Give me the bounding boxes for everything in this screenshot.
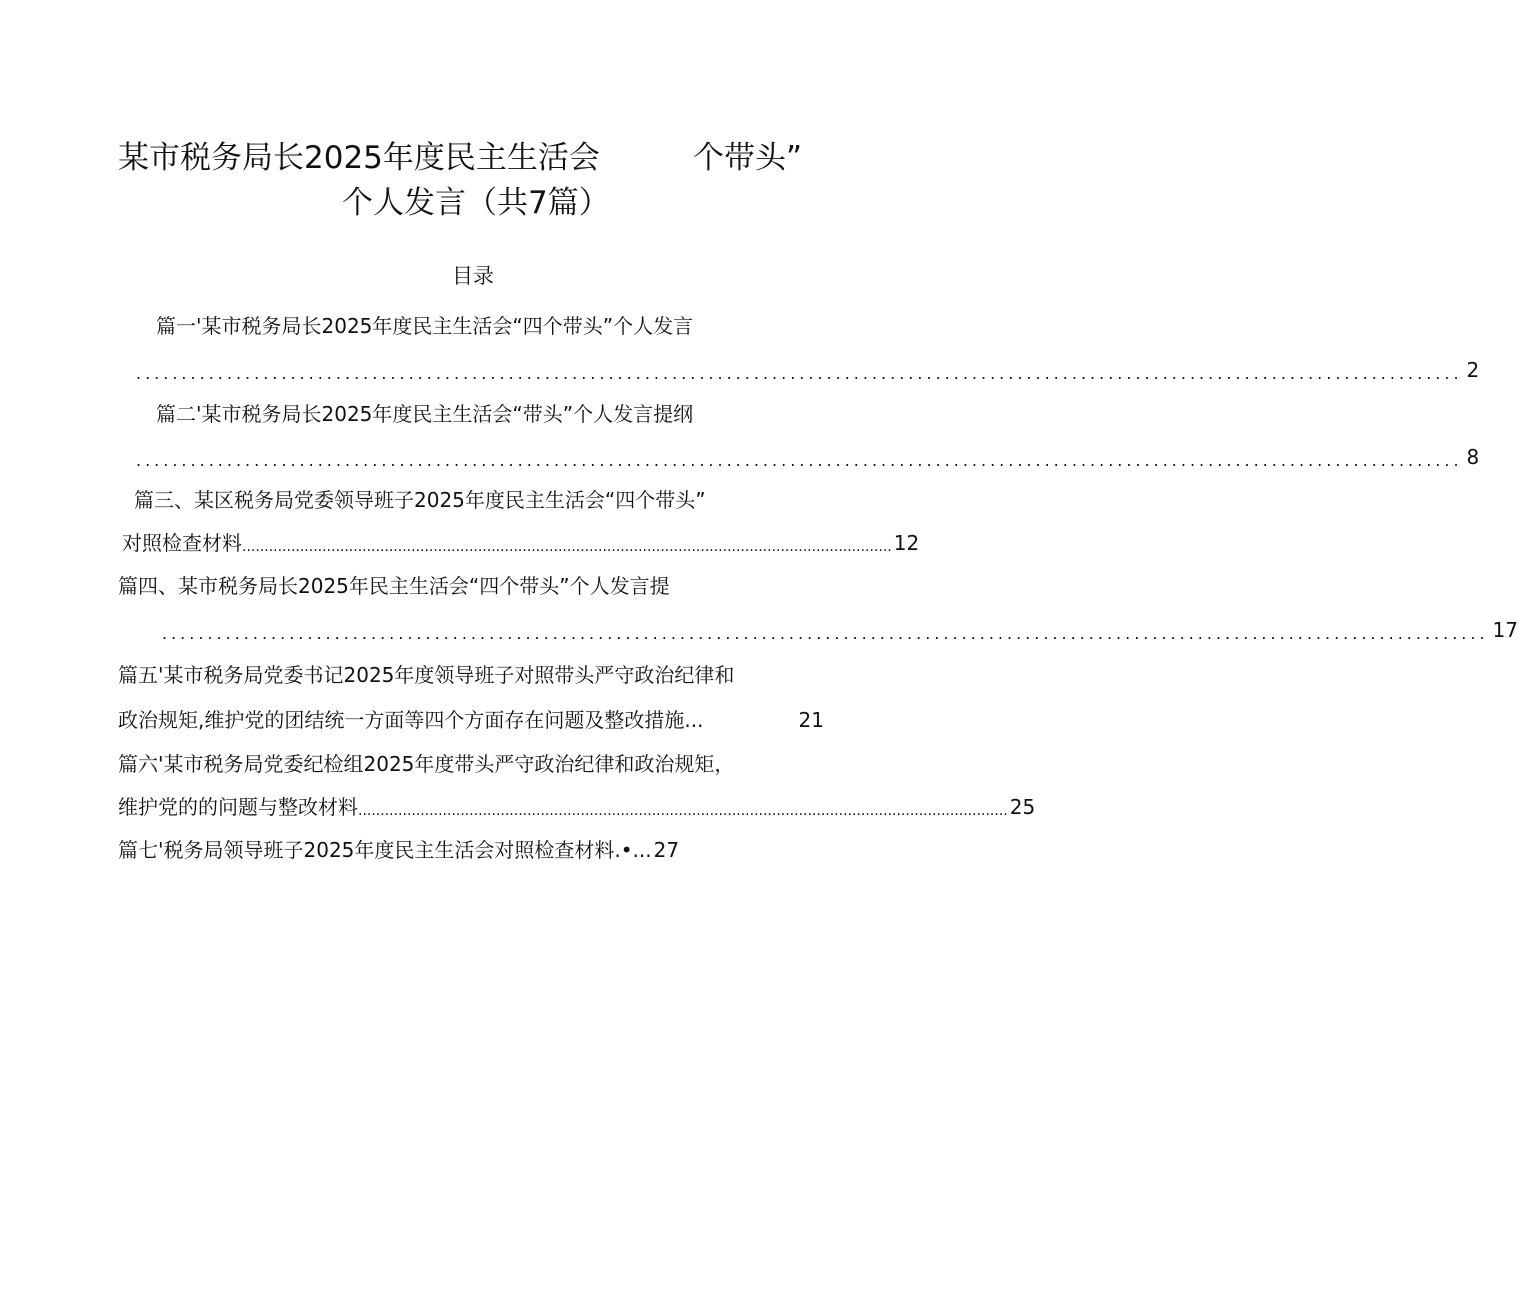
toc-item-3-title-line2: 对照检查材料 <box>122 531 242 555</box>
toc-item-7-title: 篇七'税务局领导班子2025年度民主生活会对照检查材料.•... <box>118 838 652 862</box>
toc-item-4-leader[interactable] <box>162 616 1518 644</box>
toc-item-3-title-line1[interactable]: 篇三、某区税务局党委领导班子2025年度民主生活会“四个带头” <box>134 488 706 512</box>
toc-item-7-page: 27 <box>653 838 680 862</box>
toc-item-1-leader[interactable] <box>136 356 1480 384</box>
toc-item-6-line2[interactable] <box>118 793 1036 821</box>
toc-heading: 目录 <box>452 264 494 288</box>
toc-item-2-page: 8 <box>1466 445 1480 469</box>
toc-item-6-title-line2: 维护党的的问题与整改材料 <box>118 795 358 819</box>
toc-item-4-title[interactable]: 篇四、某市税务局长2025年民主生活会“四个带头”个人发言提 <box>118 574 670 598</box>
toc-item-7-line[interactable] <box>118 836 758 864</box>
toc-item-6-page: 25 <box>1009 795 1036 819</box>
toc-item-2-leader[interactable] <box>136 443 1480 471</box>
toc-item-1-page: 2 <box>1466 358 1480 382</box>
toc-dot-leader: .................................................................................................................................................. <box>358 803 1008 819</box>
toc-item-3-page: 12 <box>893 531 920 555</box>
document-title-line2: 个人发言（共7篇） <box>342 185 610 221</box>
toc-dot-leader: .................................................................................................................................................. <box>242 539 892 555</box>
toc-item-5-line2[interactable] <box>118 706 824 734</box>
toc-item-6-title-line1[interactable]: 篇六'某市税务局党委纪检组2025年度带头严守政治纪律和政治规矩， <box>118 752 735 776</box>
toc-dot-leader: .................................................................................................................................................. <box>136 364 1463 383</box>
toc-dot-leader: .................................................................................................................................................. <box>162 624 1489 643</box>
toc-item-1-title[interactable]: 篇一'某市税务局长2025年度民主生活会“四个带头”个人发言 <box>156 314 694 338</box>
toc-item-5-title-line2: 政治规矩,维护党的团结统一方面等四个方面存在问题及整改措施... <box>118 708 704 732</box>
toc-item-2-title[interactable]: 篇二'某市税务局长2025年度民主生活会“带头”个人发言提纲 <box>156 402 694 426</box>
toc-item-5-title-line1[interactable]: 篇五'某市税务局党委书记2025年度领导班子对照带头严守政治纪律和 <box>118 663 735 687</box>
toc-item-5-page: 21 <box>798 708 824 732</box>
toc-dot-leader: .................................................................................................................................................. <box>136 451 1463 470</box>
toc-item-4-page: 17 <box>1492 618 1518 642</box>
document-title-part1: 某市税务局长2025年度民主生活会 <box>118 140 600 176</box>
document-title-part2: 个带头” <box>693 140 803 176</box>
toc-item-3-line2[interactable] <box>122 529 920 557</box>
